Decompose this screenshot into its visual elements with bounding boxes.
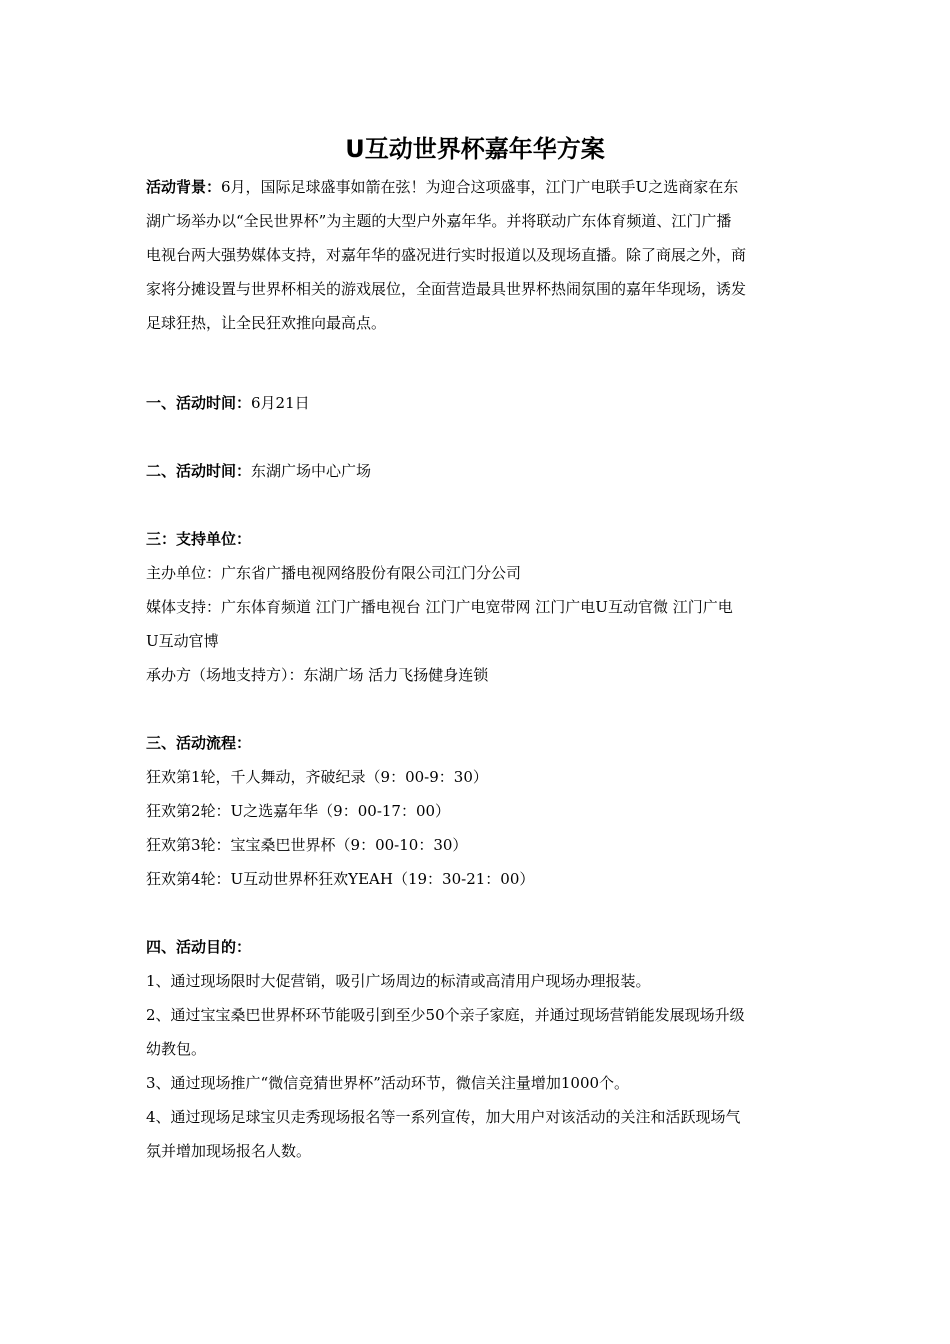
document-title: U互动世界杯嘉年华方案 bbox=[345, 135, 605, 163]
background-line-5: 足球狂热，让全民狂欢推向最高点。 bbox=[146, 314, 387, 332]
purpose-item-2-line-1: 2、通过宝宝桑巴世界杯环节能吸引到至少50个亲子家庭，并通过现场营销能发展现场升级 bbox=[146, 1006, 745, 1024]
background-label: 活动背景： bbox=[146, 178, 222, 196]
purpose-item-4-line-1: 4、通过现场足球宝贝走秀现场报名等一系列宣传，加大用户对该活动的关注和活跃现场气 bbox=[146, 1108, 741, 1126]
purpose-item-3: 3、通过现场推广“微信竞猜世界杯”活动环节，微信关注量增加1000个。 bbox=[146, 1074, 630, 1092]
flow-heading: 三、活动流程： bbox=[146, 734, 252, 752]
time-section bbox=[146, 386, 810, 420]
background-line-2: 湖广场举办以“全民世界杯”为主题的大型户外嘉年华。并将联动广东体育频道、江门广播 bbox=[146, 212, 732, 230]
flow-section bbox=[146, 726, 810, 896]
flow-item: 狂欢第4轮：U互动世界杯狂欢YEAH（19：30-21：00） bbox=[146, 870, 535, 888]
purpose-item-4-line-2: 氛并增加现场报名人数。 bbox=[146, 1142, 312, 1160]
background-line-1: 6月，国际足球盛事如箭在弦！为迎合这项盛事，江门广电联手U之选商家在东 bbox=[221, 178, 739, 196]
purpose-item-1: 1、通过现场限时大促营销，吸引广场周边的标清或高清用户现场办理报装。 bbox=[146, 972, 651, 990]
background-paragraph bbox=[146, 170, 810, 340]
support-host: 主办单位：广东省广播电视网络股份有限公司江门分公司 bbox=[146, 564, 522, 582]
support-media-line-2: U互动官博 bbox=[146, 632, 219, 650]
time-value: 6月21日 bbox=[251, 394, 310, 412]
support-section bbox=[146, 522, 810, 692]
venue-section bbox=[146, 454, 810, 488]
venue-label: 二、活动时间： bbox=[146, 462, 252, 480]
purpose-heading: 四、活动目的： bbox=[146, 938, 252, 956]
flow-item: 狂欢第2轮：U之选嘉年华（9：00-17：00） bbox=[146, 802, 451, 820]
background-line-3: 电视台两大强势媒体支持，对嘉年华的盛况进行实时报道以及现场直播。除了商展之外，商 bbox=[146, 246, 747, 264]
background-line-4: 家将分摊设置与世界杯相关的游戏展位，全面营造最具世界杯热闹氛围的嘉年华现场，诱发 bbox=[146, 280, 747, 298]
time-label: 一、活动时间： bbox=[146, 394, 252, 412]
purpose-item-2-line-2: 幼教包。 bbox=[146, 1040, 207, 1058]
support-organizer: 承办方（场地支持方）：东湖广场 活力飞扬健身连锁 bbox=[146, 666, 489, 684]
support-media-line-1: 媒体支持：广东体育频道 江门广播电视台 江门广电宽带网 江门广电U互动官微 江门广电 bbox=[146, 598, 733, 616]
support-heading: 三：支持单位： bbox=[146, 530, 252, 548]
flow-item: 狂欢第3轮：宝宝桑巴世界杯（9：00-10：30） bbox=[146, 836, 468, 854]
purpose-section bbox=[146, 930, 810, 1168]
venue-value: 东湖广场中心广场 bbox=[251, 462, 372, 480]
flow-item: 狂欢第1轮，千人舞动，齐破纪录（9：00-9：30） bbox=[146, 768, 488, 786]
